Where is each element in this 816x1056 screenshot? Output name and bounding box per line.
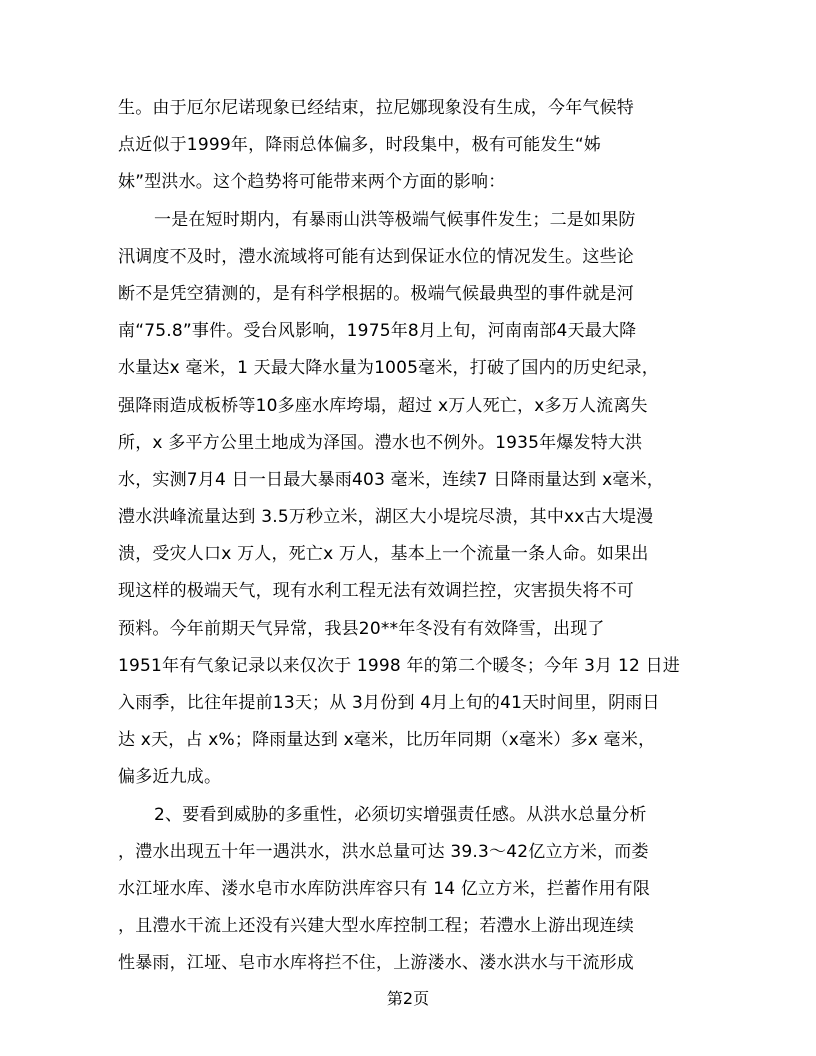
- text-line: 1951年有气象记录以来仅次于 1998 年的第二个暖冬；今年 3月 12 日进: [118, 655, 680, 676]
- document-body: [118, 90, 702, 983]
- text-line: 生。由于厄尔尼诺现象已经结束，拉尼娜现象没有生成，今年气候特: [118, 98, 634, 118]
- text-line: 预料。今年前期天气异常，我县20**年冬没有有效降雪，出现了: [118, 618, 605, 639]
- text-line: ，且澧水干流上还没有兴建大型水库控制工程；若澧水上游出现连续: [118, 916, 634, 937]
- paragraph-first-line: 2、要看到威胁的多重性，必须切实增强责任感。从洪水总量分析: [154, 804, 647, 825]
- text-line: 汛调度不及时，澧水流域将可能有达到保证水位的情况发生。这些论: [118, 246, 634, 267]
- text-line: 妹”型洪水。这个趋势将可能带来两个方面的影响：: [118, 172, 506, 193]
- text-line: 水量达x 毫米，1 天最大降水量为1005毫米，打破了国内的历史纪录，: [118, 358, 659, 379]
- text-line: 现这样的极端天气，现有水利工程无法有效调拦控，灾害损失将不可: [118, 581, 634, 602]
- text-line: 断不是凭空猜测的，是有科学根据的。极端气候最典型的事件就是河: [118, 283, 634, 304]
- text-line: 水江垭水库、溇水皂市水库防洪库容只有 14 亿立方米，拦蓄作用有限: [118, 878, 651, 899]
- text-line: 所，x 多平方公里土地成为泽国。澧水也不例外。1935年爆发特大洪: [118, 432, 643, 453]
- page-number: 第2页: [386, 989, 430, 1008]
- text-line: 澧水洪峰流量达到 3.5万秒立米，湖区大小堤垸尽溃，其中xx古大堤漫: [118, 507, 654, 528]
- text-line: 强降雨造成板桥等10多座水库垮塌，超过 x万人死亡，x多万人流离失: [118, 395, 648, 416]
- text-line: 入雨季，比往年提前13天；从 3月份到 4月上旬的41天时间里，阴雨日: [118, 693, 660, 713]
- text-line: 性暴雨，江垭、皂市水库将拦不住，上游溇水、溇水洪水与干流形成: [118, 953, 634, 974]
- paragraph-first-line: 一是在短时期内，有暴雨山洪等极端气候事件发生；二是如果防: [154, 209, 636, 230]
- text-line: 南“75.8”事件。受台风影响，1975年8月上旬，河南南部4天最大降: [118, 321, 637, 342]
- text-line: 溃，受灾人口x 万人，死亡x 万人，基本上一个流量一条人命。如果出: [118, 544, 649, 565]
- text-line: 偏多近九成。: [118, 767, 222, 788]
- text-line: 点近似于1999年，降雨总体偏多，时段集中，极有可能发生“姊: [118, 135, 602, 156]
- text-line: ，澧水出现五十年一遇洪水，洪水总量可达 39.3～42亿立方米，而娄: [118, 841, 649, 862]
- text-line: 水，实测7月4 日一日最大暴雨403 毫米，连续7 日降雨量达到 x毫米，: [118, 469, 664, 490]
- text-line: 达 x天，占 x%；降雨量达到 x毫米，比历年同期（x毫米）多x 毫米，: [118, 730, 656, 751]
